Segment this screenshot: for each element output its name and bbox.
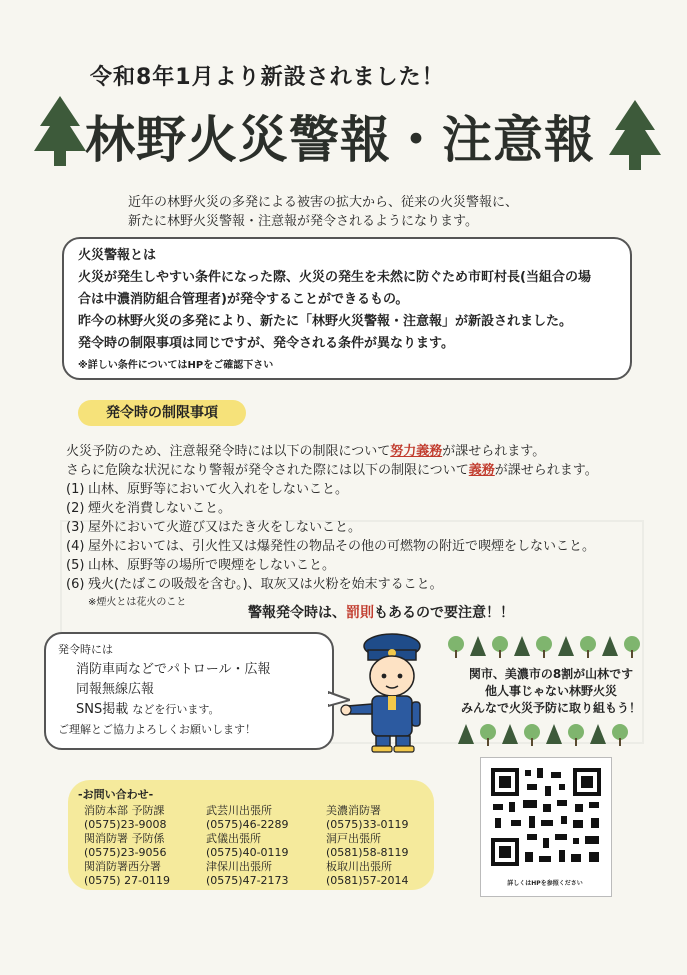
contact-title: -お問い合わせ- <box>78 788 154 801</box>
bubble-item <box>58 700 320 720</box>
restrictions-section <box>66 442 646 612</box>
item-number: (6) <box>66 577 85 592</box>
text: などを行います。 <box>132 703 220 716</box>
text: SNS掲載 <box>76 702 129 717</box>
restrictions-intro <box>66 461 646 480</box>
contact-tel: (0575) 27-0119 <box>84 874 171 887</box>
text: が課せられます。 <box>494 463 598 478</box>
restrictions-intro <box>66 442 646 461</box>
bubble-item: 同報無線広報 <box>76 682 155 697</box>
item-number: (5) <box>66 558 85 573</box>
text: が課せられます。 <box>442 444 546 459</box>
list-item <box>66 518 646 537</box>
definition-note: ※詳しい条件についてはHPをご確認下さい <box>78 360 274 371</box>
intro-line: 近年の林野火災の多発による被害の拡大から、従来の火災警報に、 <box>128 195 519 210</box>
contact-entry <box>206 804 326 832</box>
item-number: (1) <box>66 482 85 497</box>
list-item <box>66 537 646 556</box>
item-text: 山林、原野等において火入れをしないこと。 <box>88 482 349 497</box>
penalty-warning <box>248 602 514 622</box>
contact-entry <box>326 832 442 860</box>
contact-box <box>68 780 434 890</box>
forest-message <box>446 666 656 717</box>
contact-name: 美濃消防署 <box>326 804 381 817</box>
item-number: (3) <box>66 520 85 535</box>
definition-box <box>62 237 632 380</box>
contact-tel: (0575)40-0119 <box>206 846 289 859</box>
obligation-highlight: 義務 <box>468 463 495 478</box>
item-text: 煙火を消費しないこと。 <box>88 501 232 516</box>
contact-tel: (0575)23-9008 <box>84 818 167 831</box>
item-text: 山林、原野等の場所で喫煙をしないこと。 <box>88 558 336 573</box>
contact-entry <box>84 860 206 888</box>
restrictions-footnote: ※煙火とは花火のこと <box>88 597 187 608</box>
contact-tel: (0575)33-0119 <box>326 818 409 831</box>
contact-name: 洞戸出張所 <box>326 832 381 845</box>
list-item <box>66 499 646 518</box>
forest-line: みんなで火災予防に取り組もう！ <box>460 701 641 715</box>
item-number: (4) <box>66 539 85 554</box>
contact-grid <box>78 804 424 888</box>
qr-caption: 詳しくはHPを参照ください <box>507 880 583 887</box>
list-item <box>66 575 646 594</box>
effort-obligation-highlight: 努力義務 <box>390 444 443 459</box>
bubble-lead: 発令時には <box>58 643 113 656</box>
contact-tel: (0581)58-8119 <box>326 846 409 859</box>
contact-entry <box>206 860 326 888</box>
contact-name: 武儀出張所 <box>206 832 261 845</box>
firefighter-mascot-icon <box>340 632 440 760</box>
contact-name: 消防本部 予防課 <box>84 804 165 817</box>
small-trees-bottom-icon <box>456 722 646 752</box>
definition-line: 発令時の制限事項は同じですが、発令される条件が異なります。 <box>78 336 454 351</box>
speech-bubble <box>44 632 334 750</box>
page-subtitle: 令和8年1月より新設されました！ <box>90 65 445 90</box>
text: 火災予防のため、注意報発令時には以下の制限について <box>66 444 391 459</box>
list-item <box>66 556 646 575</box>
tree-left-icon <box>32 96 88 178</box>
contact-entry <box>84 832 206 860</box>
item-text: 屋外において火遊び又はたき火をしないこと。 <box>88 520 362 535</box>
definition-line: 昨今の林野火災の多発により、新たに「林野火災警報・注意報」が新設されました。 <box>78 314 573 329</box>
contact-entry <box>206 832 326 860</box>
contact-entry <box>84 804 206 832</box>
contact-tel: (0575)46-2289 <box>206 818 289 831</box>
list-item <box>66 480 646 499</box>
restrictions-badge: 発令時の制限事項 <box>78 400 246 426</box>
qr-code-icon <box>481 758 611 876</box>
definition-line: 合は中濃消防組合管理者)が発令することができるもの。 <box>78 292 409 307</box>
contact-entry <box>326 860 442 888</box>
text: 警報発令時は、 <box>248 605 346 621</box>
intro-text <box>128 193 548 231</box>
tree-right-icon <box>607 100 663 180</box>
contact-tel: (0575)23-9056 <box>84 846 167 859</box>
item-number: (2) <box>66 501 85 516</box>
contact-entry <box>326 804 442 832</box>
contact-name: 関消防署西分署 <box>84 860 161 873</box>
forest-line: 他人事じゃない林野火災 <box>484 684 617 698</box>
contact-name: 板取川出張所 <box>326 860 392 873</box>
definition-heading: 火災警報とは <box>78 248 157 263</box>
contact-tel: (0575)47-2173 <box>206 874 289 887</box>
small-trees-top-icon <box>448 634 648 664</box>
contact-tel: (0581)57-2014 <box>326 874 409 887</box>
page-title: 林野火災警報・注意報 <box>85 111 595 169</box>
intro-line: 新たに林野火災警報・注意報が発令されるようになります。 <box>128 214 478 229</box>
contact-name: 関消防署 予防係 <box>84 832 165 845</box>
forest-line: 関市、美濃市の8割が山林です <box>468 667 634 681</box>
item-text: 屋外においては、引火性又は爆発性の物品その他の可燃物の附近で喫煙をしないこと。 <box>88 539 596 554</box>
penalty-highlight: 罰則 <box>346 605 374 621</box>
bubble-item: 消防車両などでパトロール・広報 <box>76 662 271 677</box>
bubble-closing: ご理解とご協力よろしくお願いします！ <box>58 723 256 736</box>
text: さらに危険な状況になり警報が発令された際には以下の制限について <box>66 463 469 478</box>
contact-name: 津保川出張所 <box>206 860 272 873</box>
qr-code[interactable] <box>480 757 612 897</box>
text: もあるので要注意！！ <box>374 605 514 621</box>
definition-line: 火災が発生しやすい条件になった際、火災の発生を未然に防ぐため市町村長(当組合の場 <box>78 270 591 285</box>
item-text: 残火(たばこの吸殻を含む。)、取灰又は火粉を始末すること。 <box>88 577 443 592</box>
contact-name: 武芸川出張所 <box>206 804 272 817</box>
